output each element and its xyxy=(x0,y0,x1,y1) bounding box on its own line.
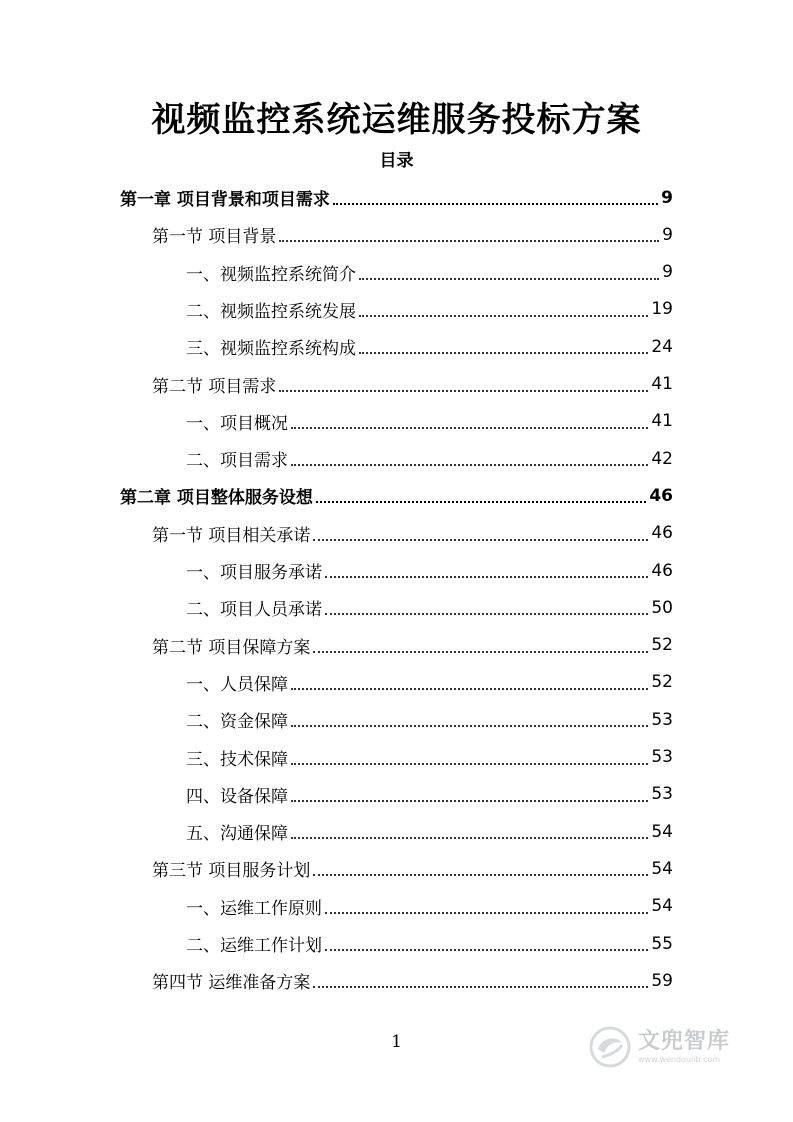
toc-leader-dots xyxy=(333,202,658,205)
toc-entry-label: 第一章 项目背景和项目需求 xyxy=(120,190,330,210)
toc-leader-dots xyxy=(291,687,648,690)
toc-entry-page: 54 xyxy=(651,896,673,917)
toc-entry-page: 41 xyxy=(651,411,673,432)
toc-entry-level-3[interactable] xyxy=(186,739,673,776)
toc-entry-label: 三、视频监控系统构成 xyxy=(186,339,356,360)
toc-entry-page: 59 xyxy=(651,970,673,991)
wendou-logo-icon xyxy=(588,1025,632,1069)
toc-entry-label: 二、视频监控系统发展 xyxy=(186,301,356,322)
toc-entry-level-3[interactable] xyxy=(186,552,673,589)
toc-entry-level-2[interactable] xyxy=(152,627,673,664)
toc-entry-label: 第三节 项目服务计划 xyxy=(152,861,311,882)
toc-entry-level-2[interactable] xyxy=(152,962,673,999)
toc-entry-label: 二、资金保障 xyxy=(186,712,288,733)
toc-leader-dots xyxy=(291,724,648,727)
toc-entry-page: 19 xyxy=(651,299,673,320)
toc-leader-dots xyxy=(325,948,648,951)
toc-leader-dots xyxy=(325,911,648,914)
toc-entry-level-3[interactable] xyxy=(186,925,673,962)
toc-leader-dots xyxy=(325,575,648,578)
toc-entry-level-2[interactable] xyxy=(152,850,673,887)
toc-entry-level-1[interactable] xyxy=(120,477,673,514)
toc-entry-page: 53 xyxy=(651,747,673,767)
toc-entry-page: 9 xyxy=(662,262,673,283)
toc-heading: 目录 xyxy=(379,151,414,171)
toc-entry-page: 54 xyxy=(651,821,673,842)
toc-leader-dots xyxy=(313,650,648,653)
toc-entry-level-3[interactable] xyxy=(186,888,673,925)
toc-entry-label: 第四节 运维准备方案 xyxy=(152,973,311,994)
toc-leader-dots xyxy=(279,239,659,242)
toc-entry-page: 41 xyxy=(651,374,673,394)
toc-entry-level-3[interactable] xyxy=(186,589,673,626)
toc-entry-page: 9 xyxy=(662,224,673,245)
page-number: 1 xyxy=(391,1032,402,1052)
toc-entry-level-3[interactable] xyxy=(186,701,673,738)
toc-entry-label: 一、项目概况 xyxy=(186,413,288,434)
toc-entry-label: 一、运维工作原则 xyxy=(186,898,322,919)
toc-entry-page: 54 xyxy=(651,858,673,879)
toc-entry-page: 50 xyxy=(651,597,673,618)
toc-entry-page: 53 xyxy=(651,709,673,730)
toc-entry-level-3[interactable] xyxy=(186,328,673,365)
watermark xyxy=(588,1022,758,1072)
toc-leader-dots xyxy=(291,463,648,466)
toc-entry-label: 三、技术保障 xyxy=(186,749,288,770)
toc-entry-level-2[interactable] xyxy=(152,216,673,253)
toc-entry-label: 二、项目需求 xyxy=(186,451,288,472)
toc-entry-page: 9 xyxy=(661,187,673,208)
toc-entry-level-3[interactable] xyxy=(186,403,673,440)
toc-leader-dots xyxy=(359,351,648,354)
toc-entry-label: 二、运维工作计划 xyxy=(186,936,322,956)
toc-entry-level-3[interactable] xyxy=(186,440,673,477)
toc-leader-dots xyxy=(291,762,648,765)
toc-leader-dots xyxy=(291,426,648,429)
toc-entry-level-3[interactable] xyxy=(186,813,673,850)
toc-entry-page: 24 xyxy=(651,336,673,357)
toc-leader-dots xyxy=(313,873,648,876)
toc-entry-label: 五、沟通保障 xyxy=(186,824,288,845)
toc-entry-label: 第一节 项目背景 xyxy=(152,227,277,248)
toc-entry-page: 52 xyxy=(651,635,673,656)
toc-entry-page: 46 xyxy=(651,560,673,581)
toc-leader-dots xyxy=(316,500,646,503)
toc-leader-dots xyxy=(325,612,648,615)
toc-entry-page: 53 xyxy=(651,784,673,805)
toc-entry-level-1[interactable] xyxy=(120,179,673,216)
toc-entry-label: 第二节 项目需求 xyxy=(152,376,277,397)
document-title: 视频监控系统运维服务投标方案 xyxy=(151,100,642,140)
toc-leader-dots xyxy=(359,314,648,317)
toc-leader-dots xyxy=(313,985,648,988)
toc-leader-dots xyxy=(279,389,648,392)
toc-entry-level-3[interactable] xyxy=(186,254,673,291)
toc-entry-level-2[interactable] xyxy=(152,515,673,552)
watermark-url: www.wendoulib.com xyxy=(638,1054,721,1064)
toc-entry-level-3[interactable] xyxy=(186,776,673,813)
toc-leader-dots xyxy=(291,799,648,802)
toc-entry-level-3[interactable] xyxy=(186,664,673,701)
watermark-name: 文兜智库 xyxy=(638,1028,731,1054)
toc-entry-page: 52 xyxy=(651,672,673,693)
toc-entry-page: 46 xyxy=(649,485,673,506)
toc-entry-page: 46 xyxy=(651,523,673,544)
toc-entry-label: 一、人员保障 xyxy=(186,674,288,695)
toc-entry-label: 一、项目服务承诺 xyxy=(186,563,322,583)
toc-entry-level-3[interactable] xyxy=(186,291,673,328)
toc-entry-level-2[interactable] xyxy=(152,366,673,403)
toc-entry-label: 第二节 项目保障方案 xyxy=(152,637,311,658)
toc-entry-label: 四、设备保障 xyxy=(186,786,288,807)
toc-entry-page: 55 xyxy=(651,933,673,954)
toc-entry-label: 二、项目人员承诺 xyxy=(186,600,322,621)
toc-leader-dots xyxy=(313,538,648,541)
toc-entry-label: 一、视频监控系统简介 xyxy=(186,264,356,285)
toc-entry-label: 第一节 项目相关承诺 xyxy=(152,525,311,546)
toc-entry-label: 第二章 项目整体服务设想 xyxy=(120,488,313,509)
toc-leader-dots xyxy=(359,277,659,280)
toc-entry-page: 42 xyxy=(651,448,673,469)
toc-leader-dots xyxy=(291,836,648,839)
